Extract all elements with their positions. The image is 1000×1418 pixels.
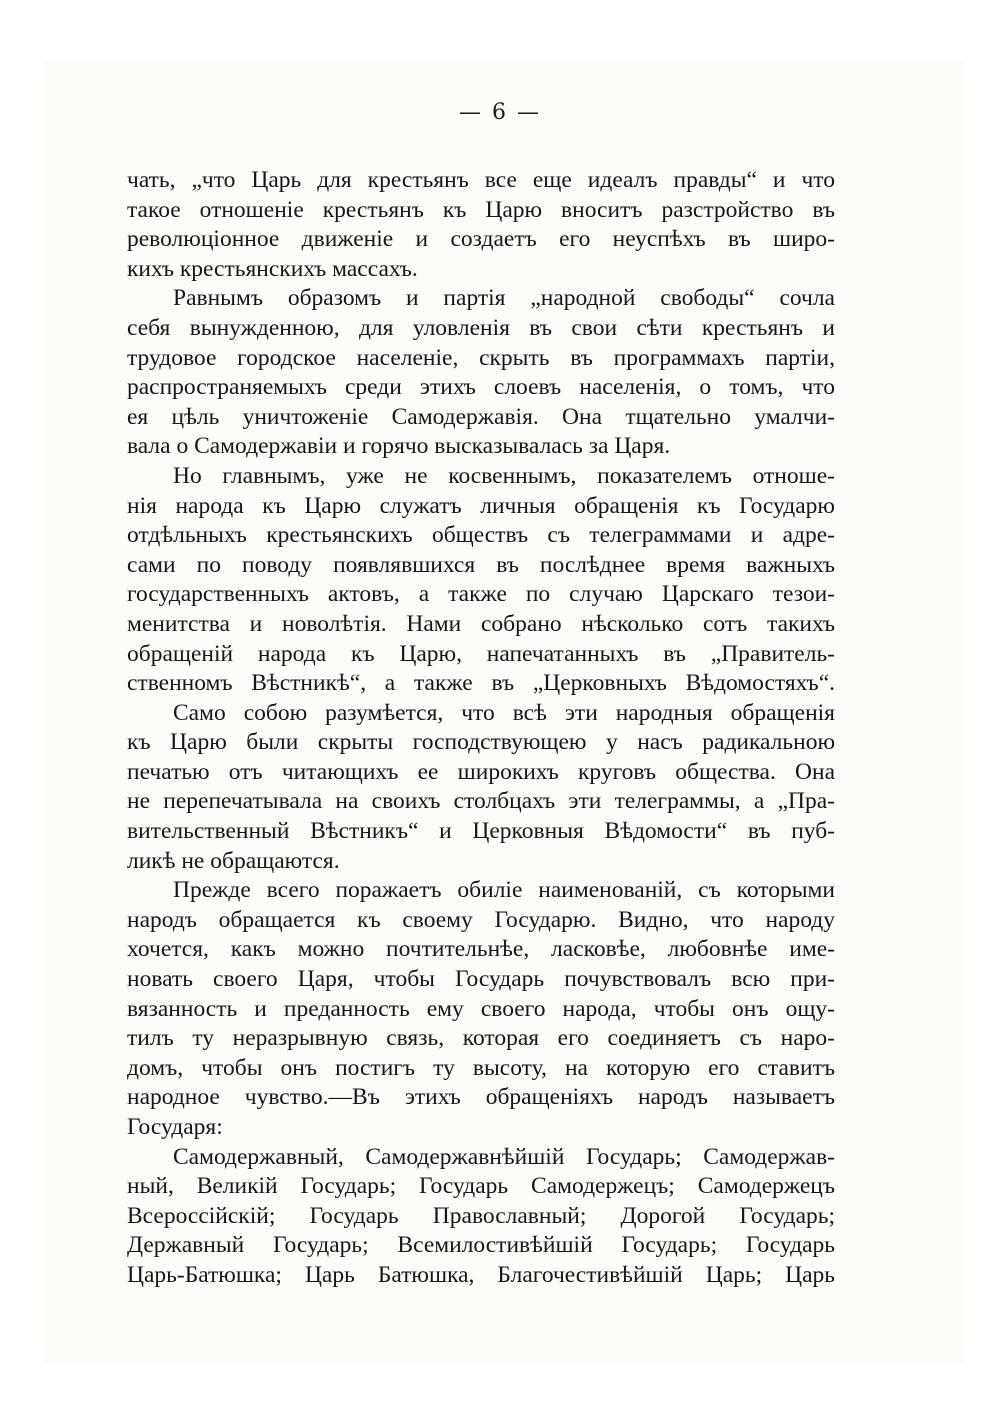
text-line: нія народа къ Царю служатъ личныя обращенія къ Государю xyxy=(127,492,835,519)
text-line: народъ обращается къ своему Государю. Видно, что народу xyxy=(127,906,835,933)
text-line: не перепечатывала на своихъ столбцахъ эти телеграммы, а „Пра- xyxy=(127,788,835,815)
text-line: Равнымъ образомъ и партія „народной свободы“ сочла xyxy=(173,285,835,312)
text-line: Всероссійскій; Государь Православный; Дорогой Государь; xyxy=(127,1202,835,1229)
text-line: Царь-Батюшка; Царь Батюшка, Благочестивѣйшій Царь; Царь xyxy=(127,1261,835,1288)
text-line: кихъ крестьянскихъ массахъ. xyxy=(127,255,418,282)
text-line: новать своего Царя, чтобы Государь почувствовалъ всю при- xyxy=(127,966,835,993)
text-line: къ Царю были скрыты господствующею у насъ радикальною xyxy=(127,729,835,756)
text-line: домъ, чтобы онъ постигъ ту высоту, на которую его ставитъ xyxy=(127,1054,835,1081)
text-line: себя вынужденною, для уловленія въ свои сѣти крестьянъ и xyxy=(127,314,835,341)
text-line: Самодержавный, Самодержавнѣйшій Государь; Самодержав- xyxy=(173,1143,835,1170)
text-line: ственномъ Вѣстникѣ“, а также въ „Церковныхъ Вѣдомостяхъ“. xyxy=(127,670,835,697)
text-line: Державный Государь; Всемилостивѣйшій Государь; Государь xyxy=(127,1232,835,1259)
text-line: отдѣльныхъ крестьянскихъ обществъ съ телеграммами и адре- xyxy=(127,522,835,549)
text-line: тилъ ту неразрывную связь, которая его соединяетъ съ наро- xyxy=(127,1025,835,1052)
text-line: чать, „что Царь для крестьянъ все еще идеалъ правды“ и что xyxy=(127,167,835,193)
text-line: Само собою разумѣется, что всѣ эти народныя обращенія xyxy=(173,699,835,726)
text-line: революціонное движеніе и создаетъ его неуспѣхъ въ широ- xyxy=(127,226,835,253)
text-line: государственныхъ актовъ, а также по случаю Царскаго тезои- xyxy=(127,581,835,608)
text-line: вязанность и преданность ему своего народа, чтобы онъ ощу- xyxy=(127,995,835,1022)
text-line: распространяемыхъ среди этихъ слоевъ населенія, о томъ, что xyxy=(127,374,835,401)
text-line: хочется, какъ можно почтительнѣе, ласковѣе, любовнѣе име- xyxy=(127,936,835,963)
text-line: народное чувство.—Въ этихъ обращеніяхъ народъ называетъ xyxy=(127,1084,835,1111)
text-line: ный, Великій Государь; Государь Самодержецъ; Самодержецъ xyxy=(127,1173,835,1200)
text-line: Прежде всего поражаетъ обиліе наименованій, съ которыми xyxy=(173,877,835,904)
body-text xyxy=(127,166,835,1291)
text-line: сами по поводу появлявшихся въ послѣднее время важныхъ xyxy=(127,551,835,578)
text-line: печатью отъ читающихъ ее широкихъ круговъ общества. Она xyxy=(127,758,835,785)
text-line: Государя: xyxy=(127,1114,223,1140)
text-line: обращеній народа къ Царю, напечатанныхъ въ „Правитель- xyxy=(127,640,835,667)
page-number: — 6 — xyxy=(459,100,541,125)
text-line: менитства и новолѣтія. Нами собрано нѣсколько сотъ такихъ xyxy=(127,610,835,637)
text-line: ея цѣль уничтоженіе Самодержавія. Она тщательно умалчи- xyxy=(127,403,835,430)
text-line: ликѣ не обращаются. xyxy=(127,847,340,874)
text-line: трудовое городское населеніе, скрыть въ программахъ партіи, xyxy=(127,344,835,371)
text-line: вительственный Вѣстникъ“ и Церковныя Вѣдомости“ въ пуб- xyxy=(127,818,835,845)
text-line: вала о Самодержавіи и горячо высказывалась за Царя. xyxy=(127,433,671,460)
text-line: такое отношеніе крестьянъ къ Царю вноситъ разстройство въ xyxy=(127,196,835,223)
text-line: Но главнымъ, уже не косвеннымъ, показателемъ отноше- xyxy=(173,462,835,489)
